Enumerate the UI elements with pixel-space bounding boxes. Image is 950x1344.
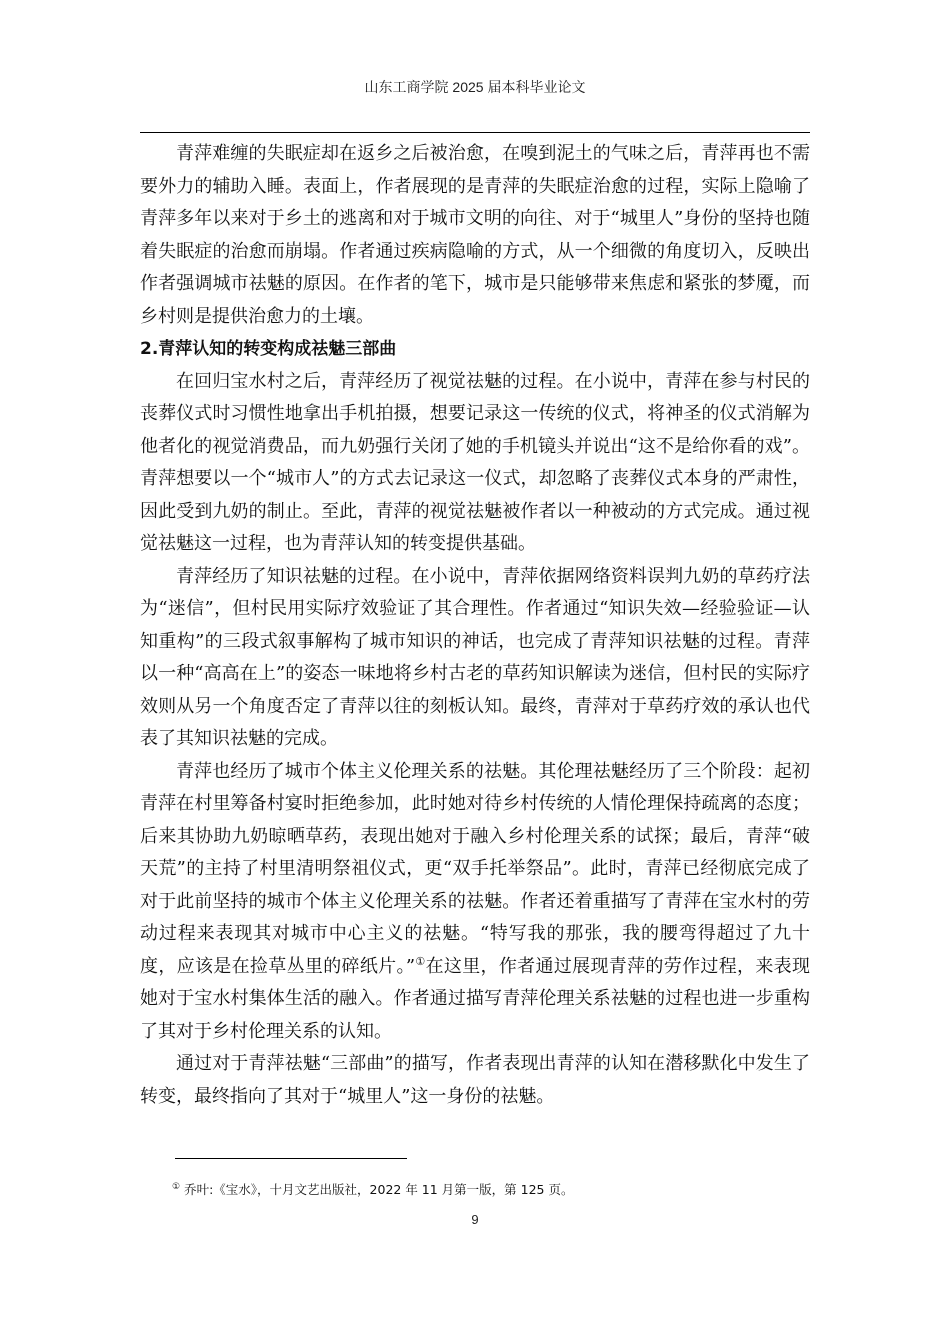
paragraph-visual-disenchantment: 在回归宝水村之后，青萍经历了视觉祛魅的过程。在小说中，青萍在参与村民的丧葬仪式时习惯性地拿出手机拍摄，想要记录这一传统的仪式，将神圣的仪式消解为他者化的视觉消费品，而九奶强行关闭了她的手机镜头并说出“这不是给你看的戏”。青萍想要以一个“城市人”的方式去记录这一仪式，却忽略了丧葬仪式本身的严肃性，因此受到九奶的制止。至此，青萍的视觉祛魅被作者以一种被动的方式完成。通过视觉祛魅这一过程，也为青萍认知的转变提供基础。	[140, 370, 810, 554]
page-number: 9	[471, 1212, 479, 1227]
paragraph-conclusion: 通过对于青萍祛魅“三部曲”的描写，作者表现出青萍的认知在潜移默化中发生了转变，最终指向了其对于“城里人”这一身份的祛魅。	[140, 1053, 810, 1107]
footnote-reference[interactable]: ①	[415, 954, 426, 968]
footnote-divider	[175, 1158, 407, 1159]
running-header: 山东工商学院 2025 届本科毕业论文	[364, 79, 586, 95]
paragraph-ethics-disenchantment	[140, 756, 810, 1049]
paragraph-ethics-part1: 青萍也经历了城市个体主义伦理关系的祛魅。其伦理祛魅经历了三个阶段：起初青萍在村里筹备村宴时拒绝参加，此时她对待乡村传统的人情伦理保持疏离的态度；后来其协助九奶晾晒草药，表现出她对于融入乡村伦理关系的试探；最后，青萍“破天荒”的主持了村里清明祭祖仪式，更“双手托举祭品”。此时，青萍已经彻底完成了对于此前坚持的城市个体主义伦理关系的祛魅。作者还着重描写了青萍在宝水村的劳动过程来表现其对城市中心主义的祛魅。“特写我的那张，我的腰弯得超过了九十度，应该是在捡草丛里的碎纸片。”	[140, 760, 810, 977]
paragraph-insomnia: 青萍难缠的失眠症却在返乡之后被治愈，在嗅到泥土的气味之后，青萍再也不需要外力的辅助入睡。表面上，作者展现的是青萍的失眠症治愈的过程，实际上隐喻了青萍多年以来对于乡土的逃离和对于城市文明的向往、对于“城里人”身份的坚持也随着失眠症的治愈而崩塌。作者通过疾病隐喻的方式，从一个细微的角度切入，反映出作者强调城市祛魅的原因。在作者的笔下，城市是只能够带来焦虑和紧张的梦魇，而乡村则是提供治愈力的土壤。	[140, 143, 810, 327]
section-heading: 2.青萍认知的转变构成祛魅三部曲	[140, 339, 397, 359]
footnote-text: 乔叶:《宝水》，十月文艺出版社，2022 年 11 月第一版，第 125 页。	[184, 1182, 574, 1197]
footnote	[172, 1180, 792, 1198]
footnote-mark: ①	[172, 1181, 181, 1192]
header-divider	[140, 132, 810, 133]
paragraph-ethics-part2: 在这里，作者通过展现青萍的劳作过程，来表现她对于宝水村集体生活的融入。作者通过描写青萍伦理关系祛魅的过程也进一步重构了其对于乡村伦理关系的认知。	[140, 955, 811, 1042]
paragraph-knowledge-disenchantment: 青萍经历了知识祛魅的过程。在小说中，青萍依据网络资料误判九奶的草药疗法为“迷信”，但村民用实际疗效验证了其合理性。作者通过“知识失效—经验验证—认知重构”的三段式叙事解构了城市知识的神话，也完成了青萍知识祛魅的过程。青萍以一种“高高在上”的姿态一味地将乡村古老的草药知识解读为迷信，但村民的实际疗效则从另一个角度否定了青萍以往的刻板认知。最终，青萍对于草药疗效的承认也代表了其知识祛魅的完成。	[140, 565, 810, 749]
body-text	[140, 138, 810, 1113]
